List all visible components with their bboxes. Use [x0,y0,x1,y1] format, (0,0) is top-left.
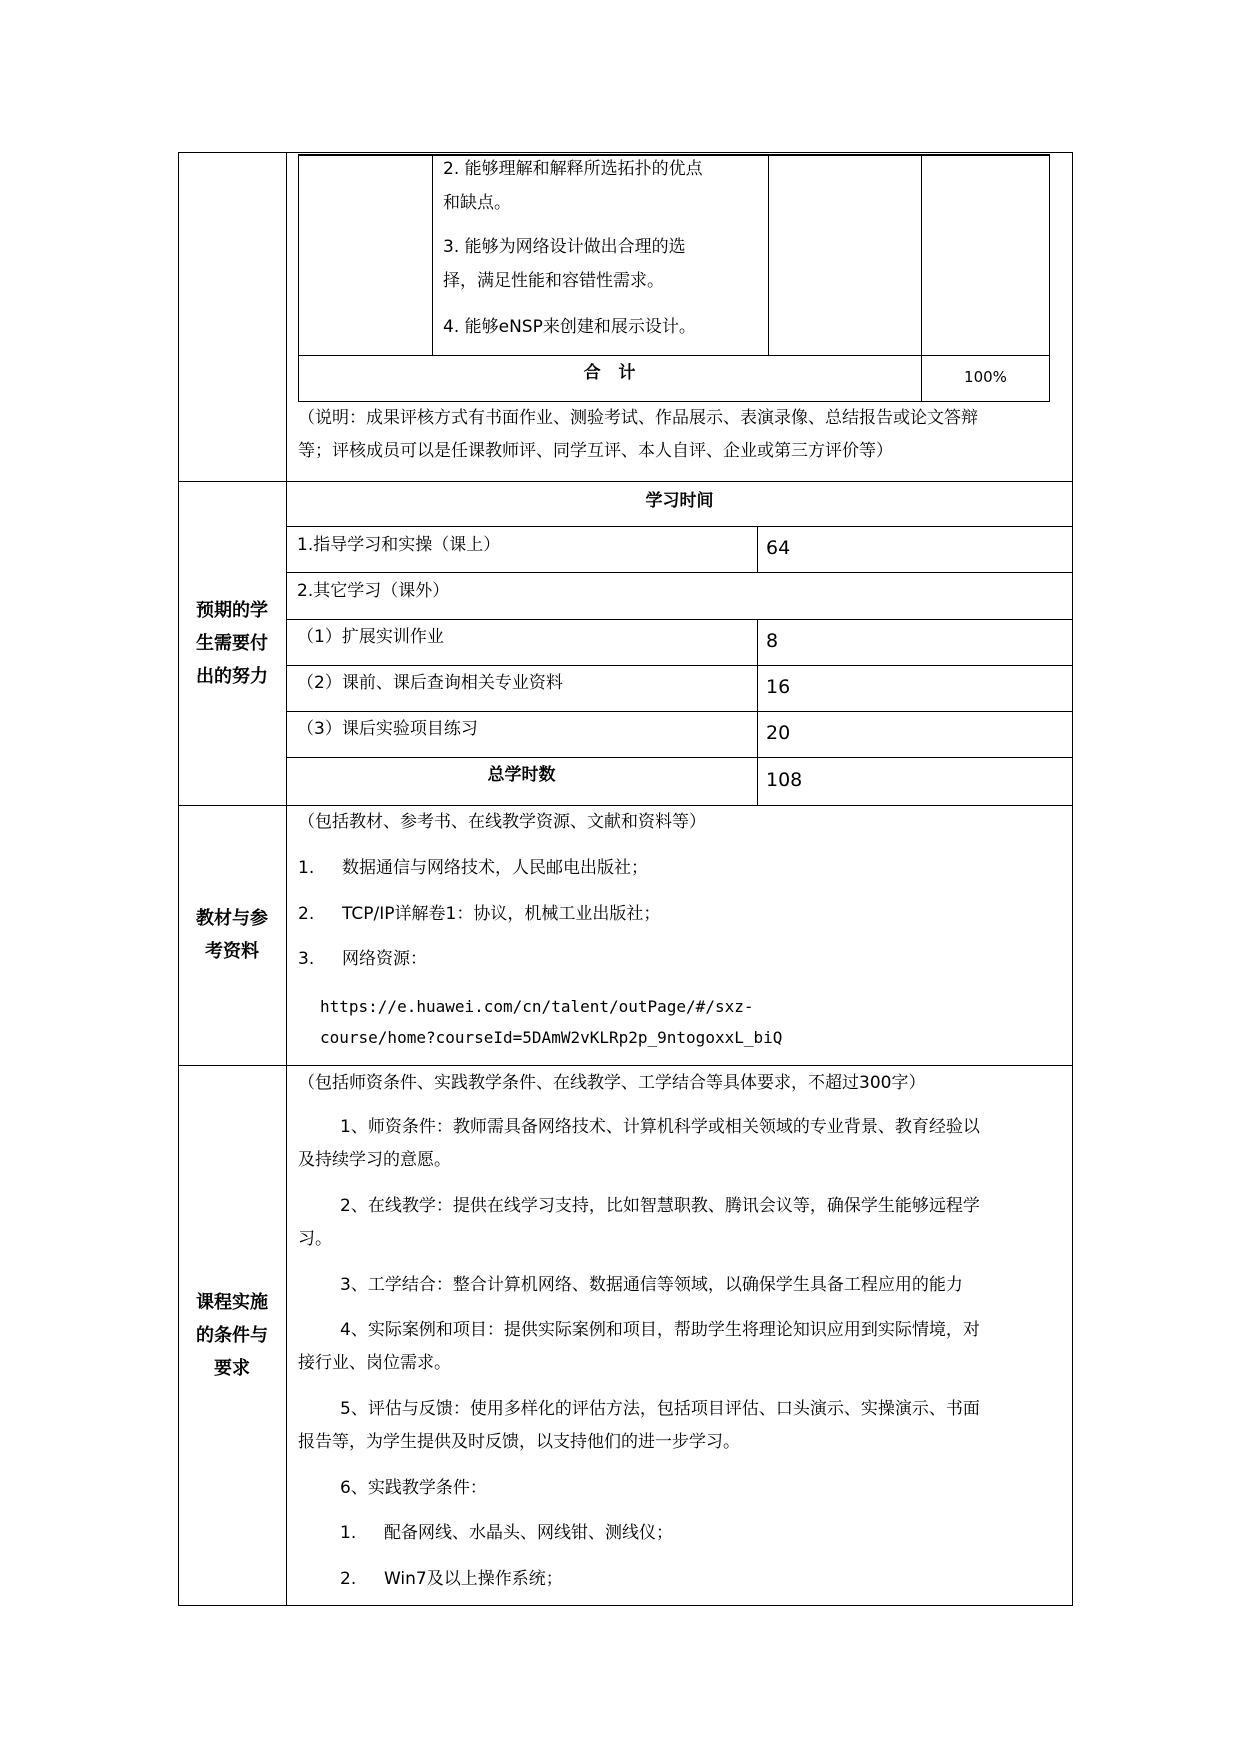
material-num: 2. [298,904,315,924]
material-text: 数据通信与网络技术，人民邮电出版社； [342,858,648,878]
condition-para-4-line2: 接行业、岗位需求。 [298,1353,451,1373]
effort-total-label: 总学时数 [487,765,556,785]
effort-hours: 20 [766,722,791,744]
divider [286,572,1073,573]
label-line: 的条件与 [196,1324,268,1346]
objective-item-4: 4. 能够eNSP来创建和展示设计。 [443,317,696,337]
material-num: 3. [298,949,315,969]
condition-para-4-line1: 4、实际案例和项目：提供实际案例和项目，帮助学生将理论知识应用到实际情境，对 [340,1320,980,1340]
divider [768,154,769,355]
label-line: 考资料 [205,941,259,962]
divider [286,152,287,1606]
condition-list-text: 配备网线、水晶头、网线钳、测线仪； [384,1523,673,1543]
material-text: TCP/IP详解卷1：协议，机械工业出版社； [342,904,661,924]
condition-para-1-line1: 1、师资条件：教师需具备网络技术、计算机科学或相关领域的专业背景、教育经验以 [340,1117,980,1137]
material-url-line1[interactable]: https://e.huawei.com/cn/talent/outPage/#/sxz- [320,997,754,1016]
objective-item-3-line1: 3. 能够为网络设计做出合理的选 [443,237,686,257]
condition-para-3: 3、工学结合：整合计算机网络、数据通信等领域，以确保学生具备工程应用的能力 [340,1275,963,1295]
effort-total-hours: 108 [766,769,803,791]
condition-para-2-line1: 2、在线教学：提供在线学习支持，比如智慧职教、腾讯会议等，确保学生能够远程学 [340,1196,980,1216]
total-label: 合 计 [583,363,636,383]
label-line: 生需要付 [196,632,268,654]
label-line: 课程实施 [196,1291,268,1313]
effort-item: （2）课前、课后查询相关专业资料 [297,673,563,693]
effort-item: 1.指导学习和实操（课上） [297,535,501,555]
conditions-label [178,1065,286,1605]
label-line: 出的努力 [196,665,268,687]
condition-para-5-line1: 5、评估与反馈：使用多样化的评估方法，包括项目评估、口头演示、实操演示、书面 [340,1399,980,1419]
effort-label [178,481,286,805]
divider [178,481,1073,482]
materials-intro: （包括教材、参考书、在线教学资源、文献和资料等） [298,812,706,832]
effort-item: （3）课后实验项目练习 [297,719,478,739]
materials-label [178,805,286,1065]
divider [432,154,433,355]
effort-header: 学习时间 [645,491,714,511]
label-line: 教材与参 [196,908,268,929]
condition-list-num: 2. [340,1569,357,1589]
objective-item-2-line1: 2. 能够理解和解释所选拓扑的优点 [443,159,703,179]
objective-item-2-line2: 和缺点。 [443,193,511,213]
divider [757,526,758,572]
effort-item: （1）扩展实训作业 [297,627,444,647]
effort-hours: 8 [766,630,779,652]
condition-para-5-line2: 报告等，为学生提供及时反馈，以支持他们的进一步学习。 [298,1432,740,1452]
condition-para-6: 6、实践教学条件： [340,1478,487,1498]
condition-para-1-line2: 及持续学习的意愿。 [298,1150,451,1170]
divider [757,619,758,805]
effort-hours: 16 [766,676,791,698]
label-line: 要求 [214,1357,250,1379]
material-text: 网络资源： [342,949,427,969]
total-value: 100% [964,368,1007,386]
condition-para-2-line2: 习。 [298,1229,332,1249]
material-url-line2[interactable]: course/home?courseId=5DAmW2vKLRp2p_9ntogoxxL_biQ [320,1028,783,1047]
divider [286,526,1073,527]
condition-list-num: 1. [340,1523,357,1543]
label-line: 预期的学 [196,599,268,621]
effort-item: 2.其它学习（课外） [297,581,450,601]
condition-list-text: Win7及以上操作系统； [384,1569,563,1589]
assessment-note-line2: 等；评核成员可以是任课教师评、同学互评、本人自评、企业或第三方评价等） [298,441,893,461]
material-num: 1. [298,858,315,878]
assessment-note-line1: （说明：成果评核方式有书面作业、测验考试、作品展示、表演录像、总结报告或论文答辩 [298,408,978,428]
conditions-intro: （包括师资条件、实践教学条件、在线教学、工学结合等具体要求，不超过300字） [298,1073,926,1093]
objective-item-3-line2: 择，满足性能和容错性需求。 [443,271,664,291]
effort-hours: 64 [766,537,791,559]
